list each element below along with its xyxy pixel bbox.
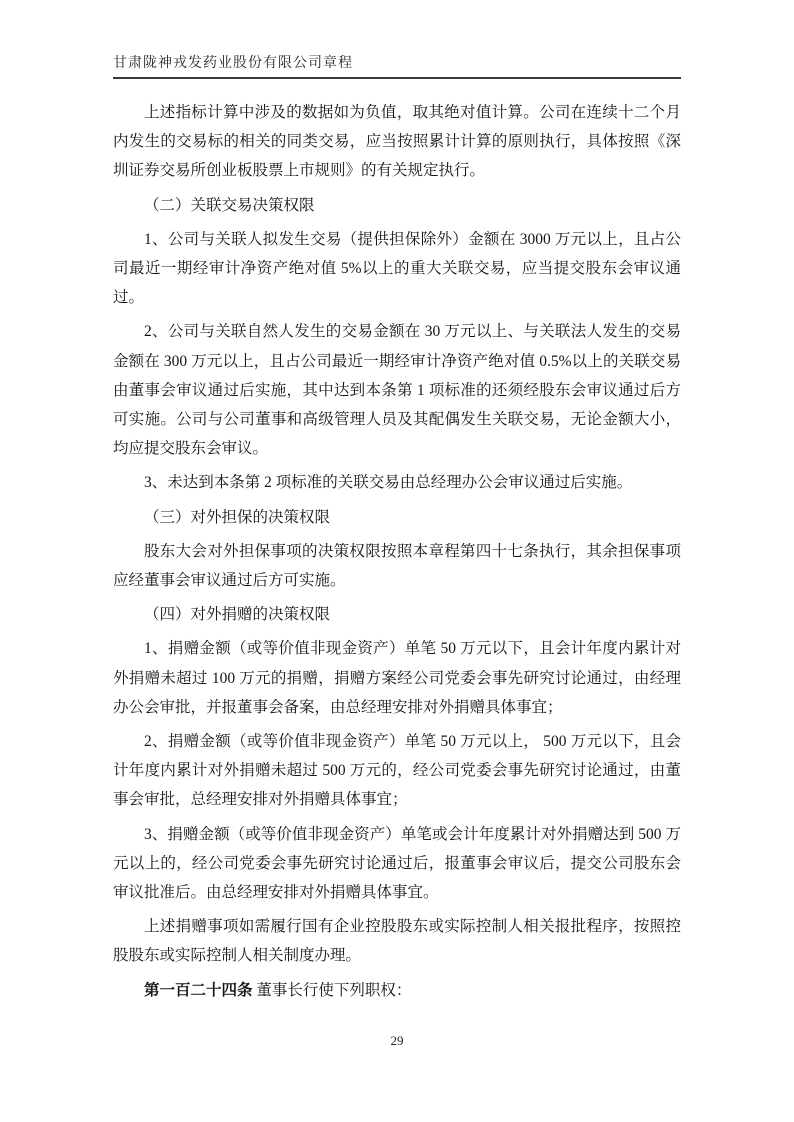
heading-donation-authority: （四）对外捐赠的决策权限 [144,606,331,624]
paragraph-related-item-2: 2、公司与关联自然人发生的交易金额在 30 万元以上、与关联法人发生的交易金额在 300 万元以上，且占公司最近一期经审计净资产绝对值 0.5%以上的关联交易由董事会审议通过后实施，其中达到本条第 1 项标准的还须经股东会审议通过后方可实施。公司与公司董事和高级管理人员及其配偶发生关联交易，无论金额大小，均应提交股东会审议。 [113,323,681,458]
paragraph-donation-item-1: 1、捐赠金额（或等价值非现金资产）单笔 50 万元以下，且会计年度内累计对外捐赠未超过 100 万元的捐赠，捐赠方案经公司党委会事先研究讨论通过，由经理办公会审批，并报董事会备案，由总经理安排对外捐赠具体事宜； [113,640,681,716]
page-number: 29 [390,1033,404,1048]
paragraph-article-124 [113,976,681,1005]
heading-related-transaction-authority: （二）关联交易决策权限 [144,196,315,214]
paragraph-donation-item-2: 2、捐赠金额（或等价值非现金资产）单笔 50 万元以上， 500 万元以下，且会计年度内累计对外捐赠未超过 500 万元的，经公司党委会事先研究讨论通过，由董事会审批，总经理安排对外捐赠具体事宜； [113,733,681,809]
article-124-text: 董事长行使下列职权： [252,981,412,999]
document-body [113,98,681,1010]
header-title: 甘肃陇神戎发药业股份有限公司章程 [113,56,353,71]
page-header [113,52,681,79]
article-124-number: 第一百二十四条 [144,981,253,999]
heading-guarantee-authority: （三）对外担保的决策权限 [144,508,331,526]
paragraph-donation-approval-procedure: 上述捐赠事项如需履行国有企业控股股东或实际控制人相关报批程序，按照控股股东或实际控制人相关制度办理。 [113,918,681,965]
paragraph-donation-item-3: 3、捐赠金额（或等价值非现金资产）单笔或会计年度累计对外捐赠达到 500 万元以上的，经公司党委会事先研究讨论通过后，报董事会审议后，提交公司股东会审议批准后。由总经理安排对外捐赠具体事宜。 [113,825,681,902]
paragraph-indicator-calculation: 上述指标计算中涉及的数据如为负值，取其绝对值计算。公司在连续十二个月内发生的交易标的相关的同类交易，应当按照累计计算的原则执行，具体按照《深圳证券交易所创业板股票上市规则》的有关规定执行。 [113,104,681,180]
paragraph-related-item-1: 1、公司与关联人拟发生交易（提供担保除外）金额在 3000 万元以上，且占公司最近一期经审计净资产绝对值 5%以上的重大关联交易，应当提交股东会审议通过。 [113,230,681,307]
page-footer [0,1033,794,1049]
paragraph-guarantee-rule: 股东大会对外担保事项的决策权限按照本章程第四十七条执行，其余担保事项应经董事会审议通过后方可实施。 [113,542,681,590]
paragraph-related-item-3: 3、未达到本条第 2 项标准的关联交易由总经理办公会审议通过后实施。 [144,474,633,492]
